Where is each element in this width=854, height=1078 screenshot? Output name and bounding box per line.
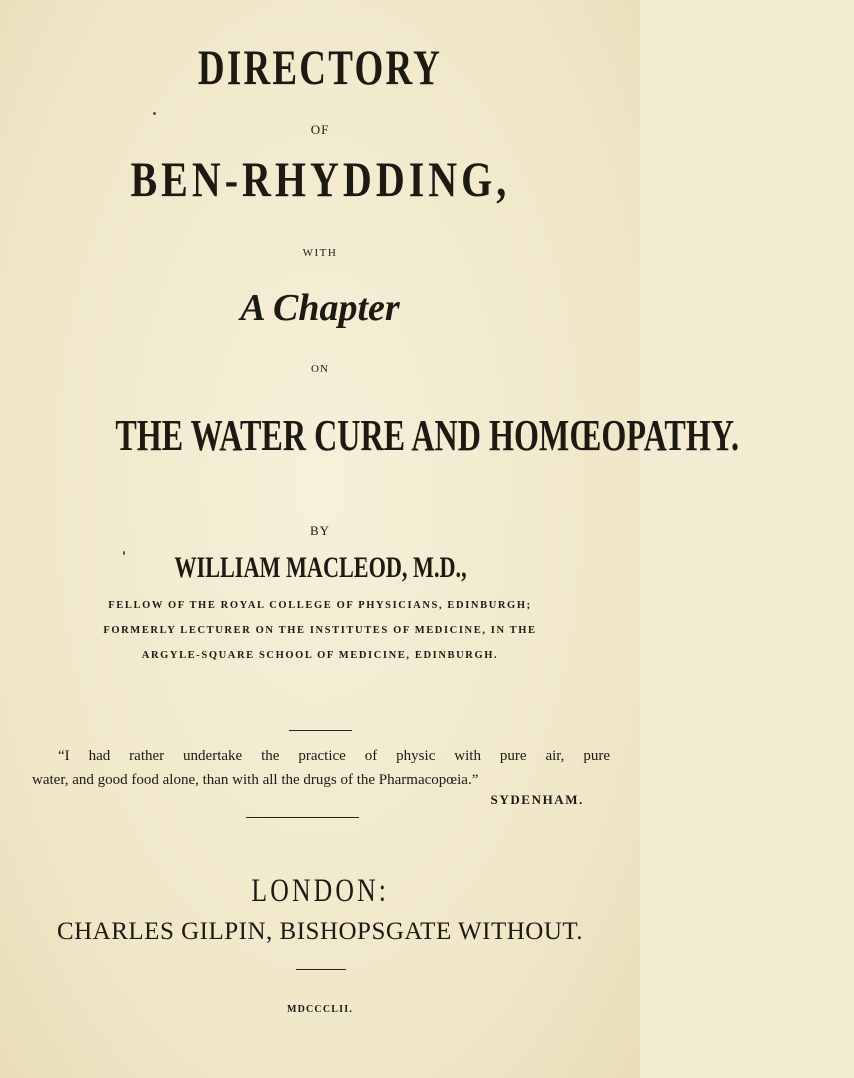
divider-rule bbox=[289, 730, 352, 731]
title-with: WITH bbox=[302, 247, 338, 259]
author-affiliation-line: ARGYLE-SQUARE SCHOOL OF MEDICINE, EDINBURGH. bbox=[141, 650, 499, 661]
divider-rule bbox=[246, 817, 359, 818]
title-by: BY bbox=[309, 523, 331, 538]
epigraph-line: “I had rather undertake the practice of physic with pure air, pure bbox=[58, 748, 610, 764]
author-name: WILLIAM MACLEOD, M.D., bbox=[173, 551, 467, 584]
title-of: OF bbox=[310, 122, 330, 137]
imprint-year: MDCCCLII. bbox=[286, 1004, 354, 1015]
author-affiliation-line: FELLOW OF THE ROYAL COLLEGE OF PHYSICIANS, EDINBURGH; bbox=[108, 600, 532, 611]
epigraph-attribution: SYDENHAM. bbox=[490, 792, 584, 807]
ink-speck bbox=[153, 112, 156, 115]
title-on: ON bbox=[311, 363, 329, 375]
epigraph-line: water, and good food alone, than with all the drugs of the Pharmacopœia.” bbox=[32, 772, 479, 788]
title-directory: DIRECTORY bbox=[197, 39, 443, 95]
title-a-chapter: A Chapter bbox=[240, 287, 400, 329]
divider-rule bbox=[296, 969, 346, 970]
author-affiliation-line: FORMERLY LECTURER ON THE INSTITUTES OF MEDICINE, IN THE bbox=[103, 625, 537, 636]
title-ben-rhydding: BEN-RHYDDING, bbox=[130, 151, 510, 207]
imprint-publisher: CHARLES GILPIN, BISHOPSGATE WITHOUT. bbox=[56, 918, 584, 945]
imprint-city: LONDON: bbox=[251, 873, 389, 909]
title-subject: THE WATER CURE AND HOMŒOPATHY. bbox=[115, 411, 740, 460]
